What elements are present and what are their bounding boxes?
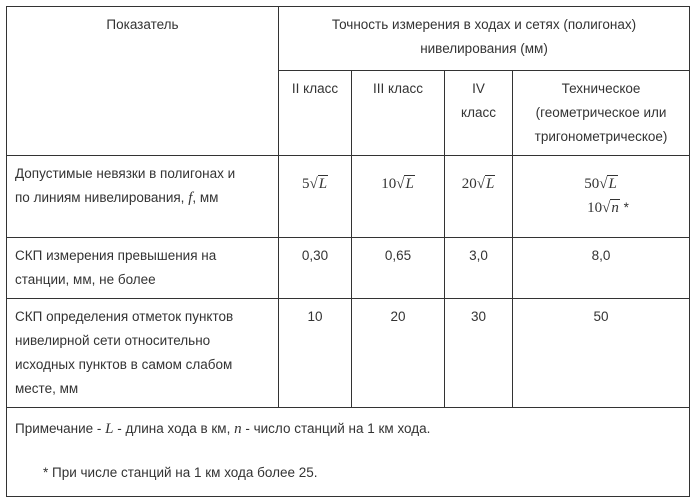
tolerance-iv-coef: 20 [461,176,477,192]
table-row-note [7,408,690,497]
tolerance-iv: 20√L [445,156,513,238]
tolerance-iii: 10√L [352,156,445,238]
tolerance-ii: 5√L [279,156,352,238]
note-l-text: - длина хода в км, [117,421,231,436]
tolerance-ii-coef: 5 [301,176,310,192]
row-tolerance-label-line1: Допустимые невязки в полигонах и [15,166,236,181]
note-cell [7,408,690,497]
table-row-tolerance [7,156,690,238]
row-rms-marks-label: СКП определения отметок пунктов нивелирной сети относительно исходных пунктов в самом слабом месте, мм [7,299,279,408]
note-footnote: * При числе станций на 1 км хода более 25. [43,465,318,480]
header-indicator: Показатель [7,7,279,156]
tolerance-tech-coef-1: 50 [584,176,600,192]
tolerance-technical: 50√L 10√n * [513,156,690,238]
row-tolerance-unit: , мм [192,190,219,205]
rms-marks-iv: 30 [445,299,513,408]
note-prefix: Примечание - [15,421,102,436]
header-class-iii: III класс [352,71,445,156]
tolerance-iv-var: L [485,176,495,192]
rms-station-ii: 0,30 [279,238,352,299]
header-class-iv: IV класс [445,71,513,156]
row-rms-station-label: СКП измерения превышения на станции, мм, не более [7,238,279,299]
tolerance-tech-coef-2: 10 [587,200,603,216]
rms-station-technical: 8,0 [513,238,690,299]
var-f: f [188,190,193,206]
row-tolerance-label-line2: по линиям нивелирования, [15,190,185,205]
note-n-text: - число станций на 1 км хода. [245,421,431,436]
row-tolerance-label [7,156,279,238]
tolerance-iii-var: L [405,176,414,192]
header-row-1 [7,7,690,71]
rms-marks-ii: 10 [279,299,352,408]
note-var-l: L [105,421,114,437]
table-row-rms-marks [7,299,690,408]
note-var-n: n [234,421,242,437]
table-row-rms-station [7,238,690,299]
rms-station-iv: 3,0 [445,238,513,299]
data-table [6,6,690,497]
tolerance-ii-var: L [318,176,328,192]
rms-marks-technical: 50 [513,299,690,408]
tolerance-tech-var-1: L [608,176,617,192]
header-class-ii: II класс [279,71,352,156]
rms-station-iii: 0,65 [352,238,445,299]
header-technical: Техническое (геометрическое или тригонометрическое) [513,71,690,156]
tolerance-tech-var-2: n [611,200,619,216]
tolerance-iii-coef: 10 [381,176,397,192]
header-accuracy-group: Точность измерения в ходах и сетях (полигонах) нивелирования (мм) [279,7,690,71]
rms-marks-iii: 20 [352,299,445,408]
tolerance-tech-asterisk: * [619,200,629,215]
